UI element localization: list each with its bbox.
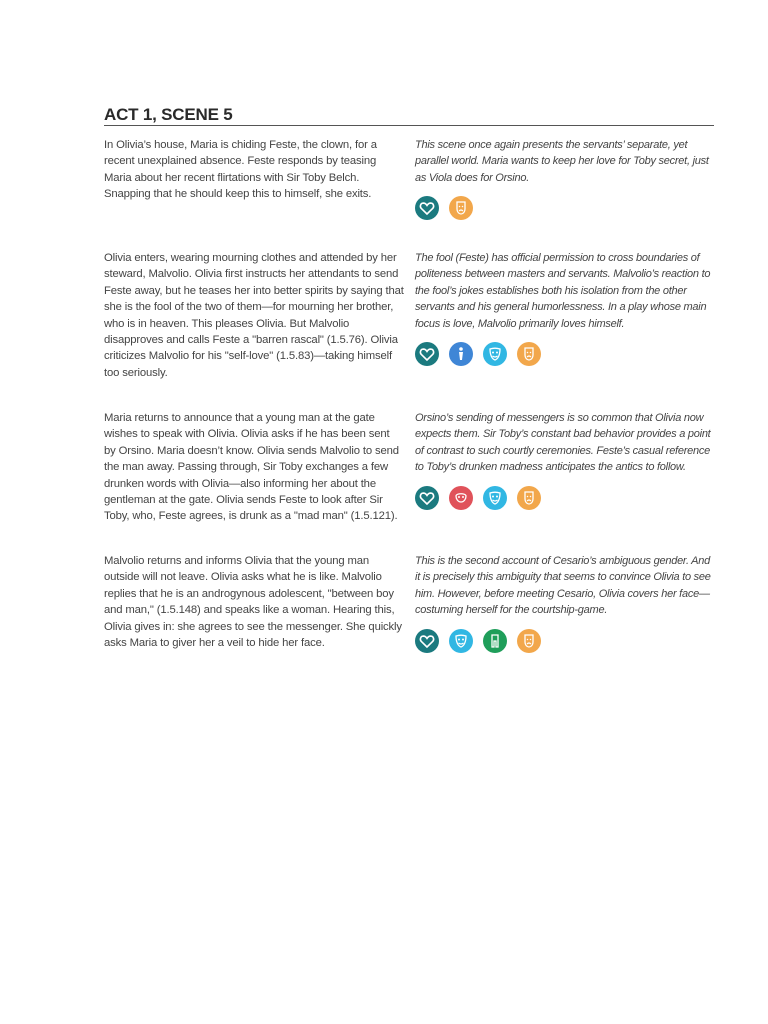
disguise-icon (483, 342, 507, 366)
title-divider (104, 125, 714, 126)
analysis-text: This scene once again presents the servants’ separate, yet parallel world. Maria wants to keep her love for Toby secret, just as Viola does for Orsino. (415, 139, 709, 184)
analysis-text: The fool (Feste) has official permission to cross boundaries of politeness between masters and servants. Malvolio’s reaction to the fool’s jokes establishes both his isolation from the other servants and his general humorlessness. In a play whose main focus is love, Malvolio primarily loves himself. (415, 252, 711, 330)
theme-icons (415, 629, 714, 653)
revelry-icon (449, 486, 473, 510)
summary-text: Maria returns to announce that a young man at the gate wishes to speak with Olivia. Olivia asks if he has been sent by Orsino. Maria doesn’t know. Olivia sends Malvolio to send the man away. Passing through, Sir Toby exchanges a few drunken words with Olivia—also informing her about the gentleman at the gate. Olivia sends Feste to look after Sir Toby, who, Feste agrees, is drunk as a "mad man" (1.5.121). (104, 412, 399, 523)
love-icon (415, 486, 439, 510)
analysis-text: This is the second account of Cesario’s ambiguous gender. And it is precisely this ambiguity that seems to convince Olivia to see him. However, before meeting Cesario, Olivia covers her face—costuming herself for the courtship-game. (415, 555, 711, 617)
disguise-icon (449, 629, 473, 653)
class-icon (449, 342, 473, 366)
disguise-icon (483, 486, 507, 510)
summary-text: Malvolio returns and informs Olivia that the young man outside will not leave. Olivia asks what he is like. Malvolio replies that he is an androgynous adolescent, "between boy and man," (1.5.148) and speaks like a woman. Hearing this, Olivia gives in: she agrees to see the messenger. She quickly asks Maria to giver her a veil to hide her face. (104, 555, 402, 650)
page-title: ACT 1, SCENE 5 (104, 105, 233, 124)
madness-icon (449, 196, 473, 220)
summary-text: Olivia enters, wearing mourning clothes and attended by her steward, Malvolio. Olivia first instructs her attendants to send Feste away, but he teases her into better spirits by saying that she is the fool of the two of them—for mourning her brother, who is in heaven. This pleases Olivia. But Malvolio disapproves and calls Feste a "barren rascal" (1.5.76). Olivia criticizes Malvolio for his "self-love" (1.5.83)—taking himself too seriously. (104, 252, 404, 379)
love-icon (415, 629, 439, 653)
analysis-text: Orsino’s sending of messengers is so common that Olivia now expects them. Sir Toby’s constant bad behavior provides a point of contrast to such courtly ceremonies. Feste’s casual reference to Toby’s drunken madness anticipates the antics to follow. (415, 412, 711, 474)
theme-icons (415, 486, 714, 510)
gender-icon (483, 629, 507, 653)
madness-icon (517, 342, 541, 366)
theme-icons (415, 196, 714, 220)
summary-text: In Olivia’s house, Maria is chiding Feste, the clown, for a recent unexplained absence. Feste responds by teasing Maria about her recent flirtations with Sir Toby Belch. Snapping that he should keep this to himself, she exits. (104, 139, 377, 201)
love-icon (415, 196, 439, 220)
madness-icon (517, 629, 541, 653)
madness-icon (517, 486, 541, 510)
love-icon (415, 342, 439, 366)
theme-icons (415, 342, 714, 366)
